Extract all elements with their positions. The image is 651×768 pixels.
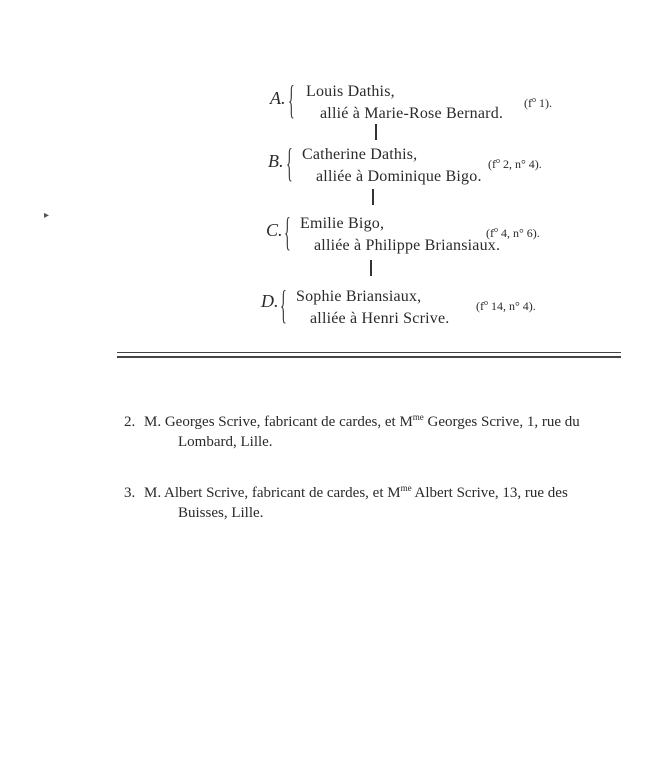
entry-line-1: M. Georges Scrive, fabricant de cardes, et $M^{me}$ Georges Scrive, 1, rue du [144, 412, 580, 430]
descent-line [375, 124, 377, 140]
double-rule-bottom [117, 356, 621, 358]
spouse-line: alliée à Philippe Briansiaux. [314, 237, 501, 254]
person-name: Catherine Dathis, [302, 146, 418, 163]
generation-letter: D. [261, 291, 279, 311]
folio-reference: ($f^o$ 4, n° 6). [486, 225, 540, 240]
entry-line-2: Buisses, Lille. [178, 505, 264, 521]
genealogy-row-b [0, 140, 651, 189]
folio-reference: ($f^o$ 2, n° 4). [488, 156, 542, 171]
double-rule-top [117, 352, 621, 353]
address-entry-3 [124, 478, 621, 523]
spouse-line: alliée à Henri Scrive. [310, 310, 450, 327]
brace-icon: { [280, 282, 287, 327]
person-name: Louis Dathis, [306, 83, 395, 100]
genealogy-row-c [0, 209, 651, 258]
descent-line [372, 189, 374, 205]
brace-icon: { [288, 77, 295, 122]
brace-icon: { [284, 209, 291, 254]
genealogy-row-a [0, 77, 651, 126]
address-entry-2 [124, 407, 621, 452]
entry-line-2: Lombard, Lille. [178, 434, 273, 450]
entry-number: 3. [124, 485, 136, 501]
generation-letter: A. [270, 88, 286, 108]
folio-reference: ($f^o$ 1). [524, 95, 552, 110]
margin-mark-icon: ▸ [44, 210, 50, 221]
person-name: Sophie Briansiaux, [296, 288, 422, 305]
generation-letter: C. [266, 220, 283, 240]
entry-line-1: M. Albert Scrive, fabricant de cardes, et $M^{me}$ Albert Scrive, 13, rue des [144, 483, 568, 501]
entry-number: 2. [124, 414, 136, 430]
spouse-line: allié à Marie-Rose Bernard. [320, 105, 504, 122]
descent-line [370, 260, 372, 276]
generation-letter: B. [268, 151, 284, 171]
spouse-line: alliée à Dominique Bigo. [316, 168, 482, 185]
folio-reference: ($f^o$ 14, n° 4). [476, 298, 536, 313]
genealogy-row-d [0, 282, 651, 331]
brace-icon: { [286, 140, 293, 185]
person-name: Emilie Bigo, [300, 215, 385, 232]
